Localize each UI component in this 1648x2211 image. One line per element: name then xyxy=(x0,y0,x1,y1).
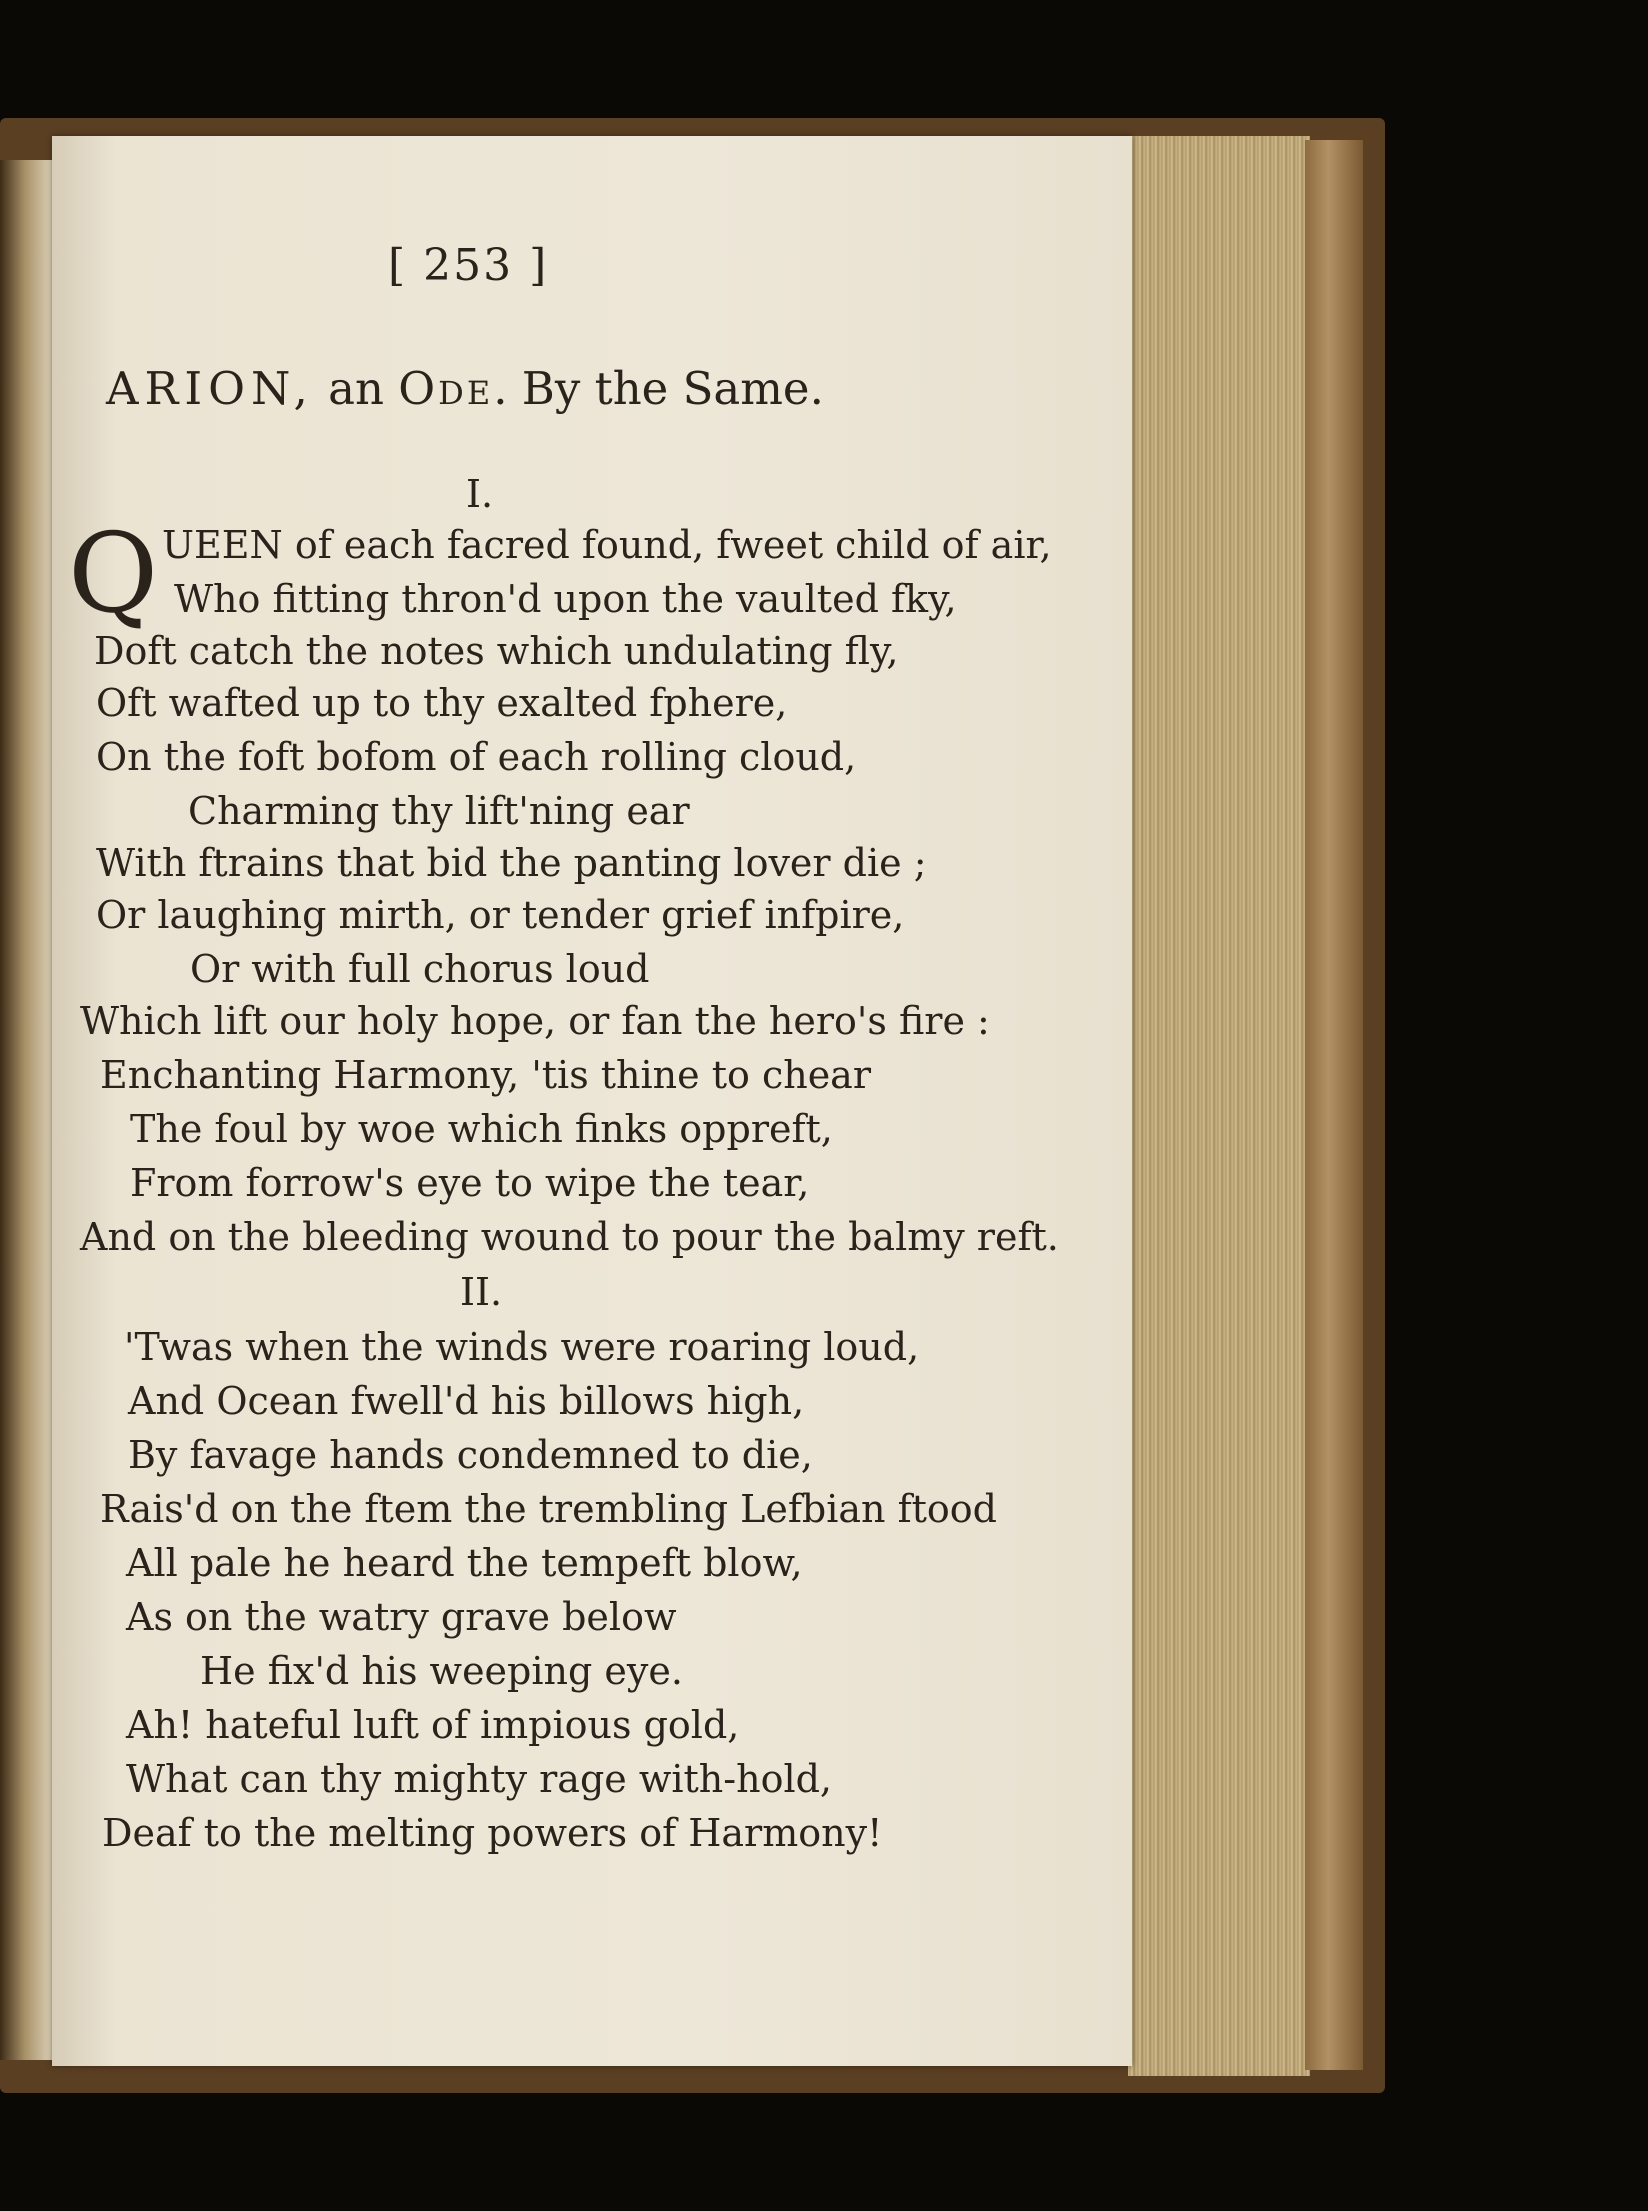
page-edges xyxy=(1128,136,1310,2076)
poem-line: Who fitting thron'd upon the vaulted fky, xyxy=(174,577,957,621)
poem-line: And Ocean fwell'd his billows high, xyxy=(128,1379,805,1423)
poem-line: Deaf to the melting powers of Harmony! xyxy=(102,1811,883,1855)
poem-line: From forrow's eye to wipe the tear, xyxy=(130,1161,810,1205)
poem-line: Rais'd on the ftem the trembling Lefbian ftood xyxy=(100,1487,997,1531)
poem-line: All pale he heard the tempeft blow, xyxy=(126,1541,803,1585)
poem-line: Ah! hateful luft of impious gold, xyxy=(126,1703,740,1747)
title-arion: ARION, xyxy=(106,362,314,415)
poem-line: Charming thy lift'ning ear xyxy=(188,789,690,833)
poem-line: On the foft bofom of each rolling cloud, xyxy=(96,735,857,779)
poem-line: As on the watry grave below xyxy=(126,1595,677,1639)
drop-cap: Q xyxy=(68,509,159,637)
stanza-numeral-2: II. xyxy=(460,1270,503,1314)
poem-line: And on the bleeding wound to pour the balmy reft. xyxy=(80,1215,1059,1259)
poem-line: Doft catch the notes which undulating fly, xyxy=(94,629,899,673)
title-an: an xyxy=(313,362,399,415)
poem-line: 'Twas when the winds were roaring loud, xyxy=(124,1325,920,1369)
stanza-numeral-1: I. xyxy=(466,472,494,516)
poem-line: With ftrains that bid the panting lover die ; xyxy=(96,841,927,885)
poem-line: Oft wafted up to thy exalted fphere, xyxy=(96,681,788,725)
poem-line: He fix'd his weeping eye. xyxy=(200,1649,683,1693)
poem-line: Or with full chorus loud xyxy=(190,947,650,991)
poem-line: Which lift our holy hope, or fan the hero's fire : xyxy=(80,999,990,1043)
title-ode: Ode xyxy=(398,362,494,415)
poem-title xyxy=(106,362,824,415)
poem-line: Or laughing mirth, or tender grief infpire, xyxy=(96,893,905,937)
page-number: [ 253 ] xyxy=(388,240,549,291)
poem-line: What can thy mighty rage with-hold, xyxy=(126,1757,833,1801)
back-board xyxy=(1305,140,1363,2070)
poem-line: By favage hands condemned to die, xyxy=(128,1433,813,1477)
title-by-the-same: . By the Same. xyxy=(493,362,824,415)
poem-line: UEEN of each facred found, fweet child of air, xyxy=(162,523,1052,567)
poem-line: Enchanting Harmony, 'tis thine to chear xyxy=(100,1053,872,1097)
poem-line: The foul by woe which finks oppreft, xyxy=(130,1107,833,1151)
